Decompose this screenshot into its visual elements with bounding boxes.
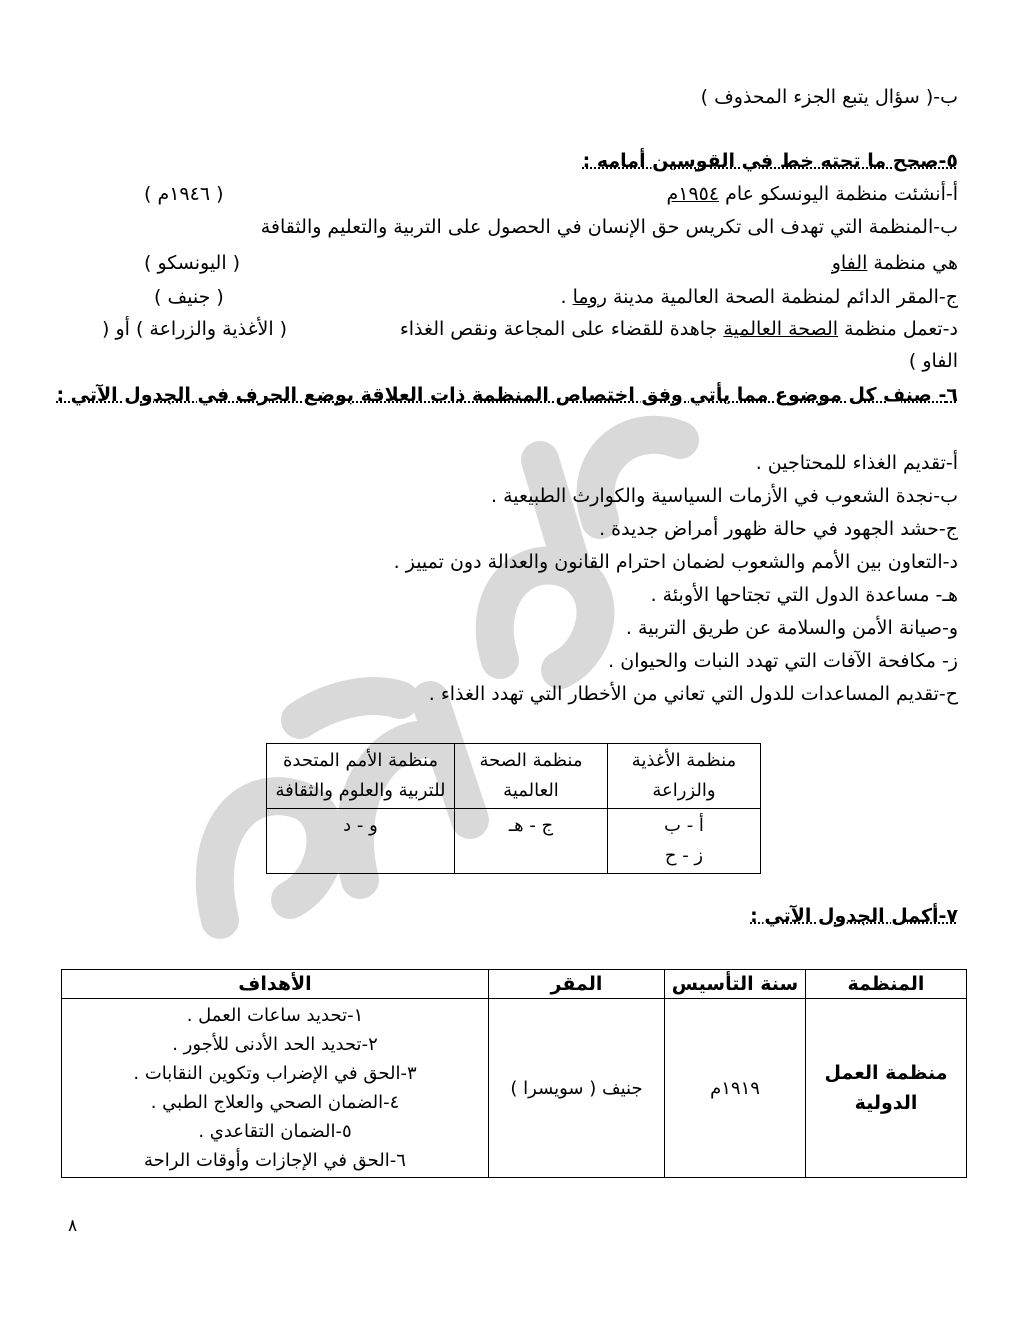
goal-item: ٣-الحق في الإضراب وتكوين النقابات . (133, 1063, 417, 1084)
organization-line: منظمة العمل (824, 1062, 948, 1084)
goal-item: ٦-الحق في الإجازات وأوقات الراحة (144, 1150, 406, 1171)
page-number: ٨ (68, 1216, 78, 1236)
goals-cell (62, 999, 489, 1178)
goal-item: ٥-الضمان التقاعدي . (198, 1121, 352, 1142)
organization-cell (806, 999, 967, 1178)
q6-item: ج-حشد الجهود في حالة ظهور أمراض جديدة . (599, 518, 958, 540)
organization-line: الدولية (854, 1092, 918, 1114)
q5-item-c-underlined: روما (572, 286, 607, 308)
q5-item-c-answer: ( جنيف ) (154, 286, 224, 308)
year-cell: ١٩١٩م (665, 999, 806, 1178)
q5-item-d-continuation: الفاو ) (908, 350, 958, 372)
table-header-cell: الأهداف (62, 970, 489, 999)
header-line: العالمية (503, 780, 559, 801)
q5-item-d-underlined: الصحة العالمية (723, 318, 839, 340)
cell-line: ج - هـ (508, 815, 554, 836)
header-line: منظمة الأغذية (631, 750, 737, 771)
q6-heading: ٦- صنف كل موضوع مما يأتي وفق اختصاص المنظمة ذات العلاقة بوضع الحرف في الجدول الآتي : (56, 384, 958, 406)
table-header-cell (267, 744, 455, 809)
cell-line: أ - ب (664, 815, 704, 836)
q6-item: ح-تقديم المساعدات للدول التي تعاني من الأخطار التي تهدد الغذاء . (428, 683, 958, 705)
q6-item: هـ- مساعدة الدول التي تجتاحها الأوبئة . (650, 584, 958, 606)
q5-item-b-line1: ب-المنظمة التي تهدف الى تكريس حق الإنسان في الحصول على التربية والتعليم والثقافة (260, 216, 958, 238)
table-cell (608, 809, 761, 874)
header-line: منظمة الأمم المتحدة (282, 750, 439, 771)
table-header-cell (608, 744, 761, 809)
table-row (62, 999, 967, 1178)
header-line: والزراعة (652, 780, 716, 801)
q5-item-d-text: د-تعمل منظمة (844, 318, 958, 340)
table-header-row (62, 970, 967, 999)
table-cell (267, 809, 455, 874)
goal-item: ١-تحديد ساعات العمل . (186, 1005, 364, 1026)
cell-line: و - د (343, 815, 378, 836)
table-row (267, 809, 761, 874)
header-line: للتربية والعلوم والثقافة (275, 780, 446, 801)
hq-cell: جنيف ( سويسرا ) (489, 999, 665, 1178)
q5-item-a-answer: ( ١٩٤٦م ) (144, 183, 224, 205)
q5-item-d (400, 318, 958, 340)
q6-item: أ-تقديم الغذاء للمحتاجين . (755, 452, 958, 474)
q5-item-d-suffix: جاهدة للقضاء على المجاعة ونقص الغذاء (399, 318, 718, 340)
line-b-intro: ب-( سؤال يتبع الجزء المحذوف ) (700, 86, 958, 108)
goal-item: ٤-الضمان الصحي والعلاج الطبي . (150, 1092, 400, 1113)
table-header-cell: المقر (489, 970, 665, 999)
table-header-row (267, 744, 761, 809)
q6-classification-table (266, 743, 761, 874)
q6-item: ب-نجدة الشعوب في الأزمات السياسية والكوارث الطبيعية . (491, 485, 958, 507)
table-header-cell: المنظمة (806, 970, 967, 999)
q6-item: د-التعاون بين الأمم والشعوب لضمان احترام القانون والعدالة دون تمييز . (393, 551, 958, 573)
q7-heading: ٧-أكمل الجدول الآتي : (750, 905, 958, 927)
q6-item: ز- مكافحة الآفات التي تهدد النبات والحيوان . (608, 650, 958, 672)
q7-organizations-table (61, 969, 967, 1178)
q5-item-a-text: أ-أنشئت منظمة اليونسكو عام (725, 183, 958, 205)
q5-item-a-underlined: ١٩٥٤م (666, 183, 720, 205)
cell-line: ز - ح (664, 845, 704, 866)
table-header-cell (455, 744, 608, 809)
table-cell (455, 809, 608, 874)
q6-item: و-صيانة الأمن والسلامة عن طريق التربية . (625, 617, 958, 639)
header-line: منظمة الصحة (479, 750, 583, 771)
q5-item-c (560, 286, 958, 308)
q5-item-b-answer: ( اليونسكو ) (144, 252, 241, 274)
q5-item-c-text: ج-المقر الدائم لمنظمة الصحة العالمية مدينة (612, 286, 958, 308)
goal-item: ٢-تحديد الحد الأدنى للأجور . (172, 1034, 378, 1055)
watermark-graphic (180, 400, 740, 960)
q5-heading: ٥-صحح ما تحته خط في القوسين أمامه : (582, 150, 958, 172)
q5-item-b-underlined: الفاو (831, 252, 868, 274)
q5-item-d-answer: ( الأغذية والزراعة ) أو ( (102, 318, 288, 340)
q5-item-a (666, 183, 958, 205)
table-header-cell: سنة التأسيس (665, 970, 806, 999)
q5-item-b-text: هي منظمة (873, 252, 958, 274)
q5-item-c-suffix: . (560, 286, 567, 308)
q5-item-b-line2 (832, 252, 958, 274)
